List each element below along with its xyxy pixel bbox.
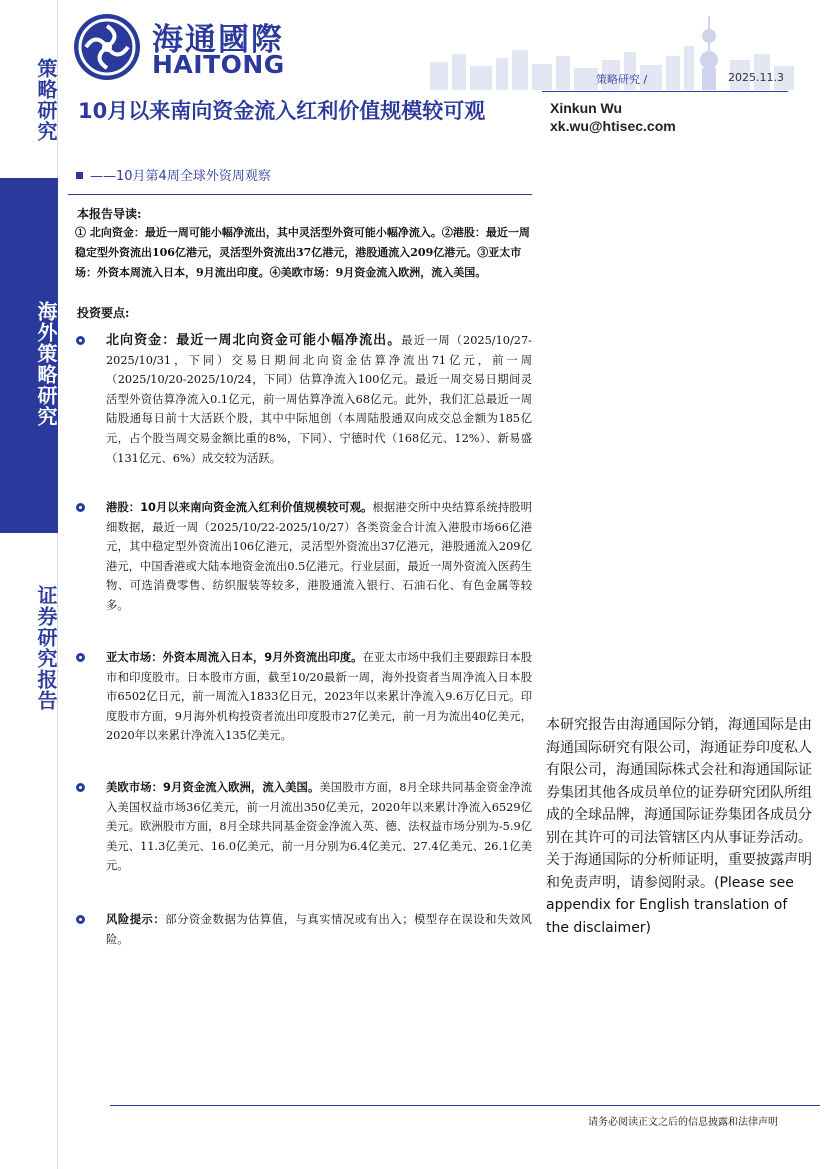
author-email[interactable]: xk.wu@htisec.com: [550, 118, 676, 134]
footer-divider: [110, 1105, 820, 1106]
guide-label: 本报告导读:: [77, 207, 142, 221]
circle-bullet-icon: [76, 915, 85, 924]
investment-points-label: 投资要点:: [77, 306, 130, 320]
point-us-europe: [76, 778, 532, 876]
sidebar-label: 证券研究报告: [34, 585, 58, 711]
point-body: 在亚太市场中我们主要跟踪日本股市和印度股市。日本股市方面，截至10/20最新一周，海外投资者当周净流入日本股市6502亿日元，前一周流入1833亿日元，2023年以来累计净流入9.6万亿日元。印度股市方面，9月海外机构投资者流出印度股市27亿美元，前一月为流出40亿美元，2020年以来累计净流入135亿美元。: [106, 651, 532, 743]
sidebar-label: 策略研究: [34, 58, 58, 142]
square-bullet-icon: [76, 172, 83, 179]
footer-note: 请务必阅读正文之后的信息披露和法律声明: [588, 1117, 778, 1128]
report-title: 10月以来南向资金流入红利价值规模较可观: [78, 99, 486, 123]
point-risk: [76, 910, 532, 949]
sidebar-segment-overseas: [0, 178, 58, 533]
point-heading: 北向资金：最近一周北向资金可能小幅净流出。: [106, 333, 402, 348]
point-body: 根据港交所中央结算系统持股明细数据，最近一周（2025/10/22-2025/10/27）各类资金合计流入港股市场66亿港元，其中稳定型外资流出106亿港元，灵活型外资流出37亿港元，港股通流入209亿港元，中国香港或大陆本地资金流出0.5亿港元。行业层面，最近一周外资流入医药生物、可选消费零售、纺织服装等较多，港股通流入银行、石油石化、有色金属等较多。: [106, 501, 532, 612]
sidebar: [0, 0, 58, 1169]
point-hk-stocks: [76, 498, 532, 616]
section-divider: [68, 194, 532, 195]
point-northbound: [76, 331, 532, 468]
sidebar-label: 海外策略研究: [34, 301, 58, 427]
brand-name-en: HAITONG: [152, 50, 285, 79]
haitong-logo: [72, 12, 142, 82]
report-category: 策略研究 /: [596, 73, 648, 86]
circle-bullet-icon: [76, 653, 85, 662]
circle-bullet-icon: [76, 336, 85, 345]
author-name: Xinkun Wu: [550, 100, 623, 116]
point-heading: 港股：10月以来南向资金流入红利价值规模较可观。: [106, 501, 373, 514]
disclaimer-text: 本研究报告由海通国际分销，海通国际是由海通国际研究有限公司，海通证券印度私人有限公司，海通国际株式会社和海通国际证券集团其他各成员单位的证券研究团队所组成的全球品牌，海通国际证券集团各成员分别在其许可的司法管辖区内从事证券活动。关于海通国际的分析师证明，重要披露声明和免责声明，请参阅附录。(Please see appendix for English translation of the disclaimer): [546, 717, 812, 936]
report-date: 2025.11.3: [728, 71, 784, 84]
author-block: [550, 99, 676, 135]
point-asia-pacific: [76, 648, 532, 746]
point-body: 部分资金数据为估算值，与真实情况或有出入；模型存在误设和失效风险。: [106, 913, 532, 946]
point-heading: 亚太市场：外资本周流入日本，9月外资流出印度。: [106, 651, 363, 664]
point-body: 美国股市方面，8月全球共同基金资金净流入美国权益市场36亿美元，前一月流出350亿美元，2020年以来累计净流入6529亿美元。欧洲股市方面，8月全球共同基金资金净流入英、德、法权益市场分别为-5.9亿美元、11.3亿美元、16.0亿美元，前一月分别为6.4亿美元、27.4亿美元、26.1亿美元。: [106, 781, 532, 873]
header-divider: [542, 91, 788, 92]
report-subtitle: [76, 165, 271, 184]
point-heading: 风险提示：: [106, 913, 166, 926]
circle-bullet-icon: [76, 503, 85, 512]
sidebar-segment-strategy: [0, 0, 58, 178]
guide-text: ① 北向资金：最近一周可能小幅净流出，其中灵活型外资可能小幅净流入。②港股：最近一周稳定型外资流出106亿港元，灵活型外资流出37亿港元，港股通流入209亿港元。③亚太市场：外资本周流入日本，9月流出印度。④美欧市场：9月资金流入欧洲，流入美国。: [75, 226, 530, 279]
circle-bullet-icon: [76, 783, 85, 792]
sidebar-segment-research: [0, 533, 58, 1169]
brand-name-cn: 海通國際: [152, 22, 284, 58]
point-body: 最近一周（2025/10/27-2025/10/31，下同）交易日期间北向资金估算净流出71亿元，前一周（2025/10/20-2025/10/24，下同）估算净流入100亿元。最近一周交易日期间灵活型外资估算净流入0.1亿元，前一周估算净流入68亿元。此外，我们汇总最近一周陆股通每日前十大活跃个股，其中中际旭创（本周陆股通双向成交总金额为185亿元，占个股当周交易金额比重的8%，下同）、宁德时代（168亿元、12%）、新易盛（131亿元、6%）成交较为活跃。: [106, 334, 532, 465]
subtitle-text: ——10月第4周全球外资周观察: [90, 169, 271, 184]
point-heading: 美欧市场：9月资金流入欧洲，流入美国。: [106, 781, 320, 794]
